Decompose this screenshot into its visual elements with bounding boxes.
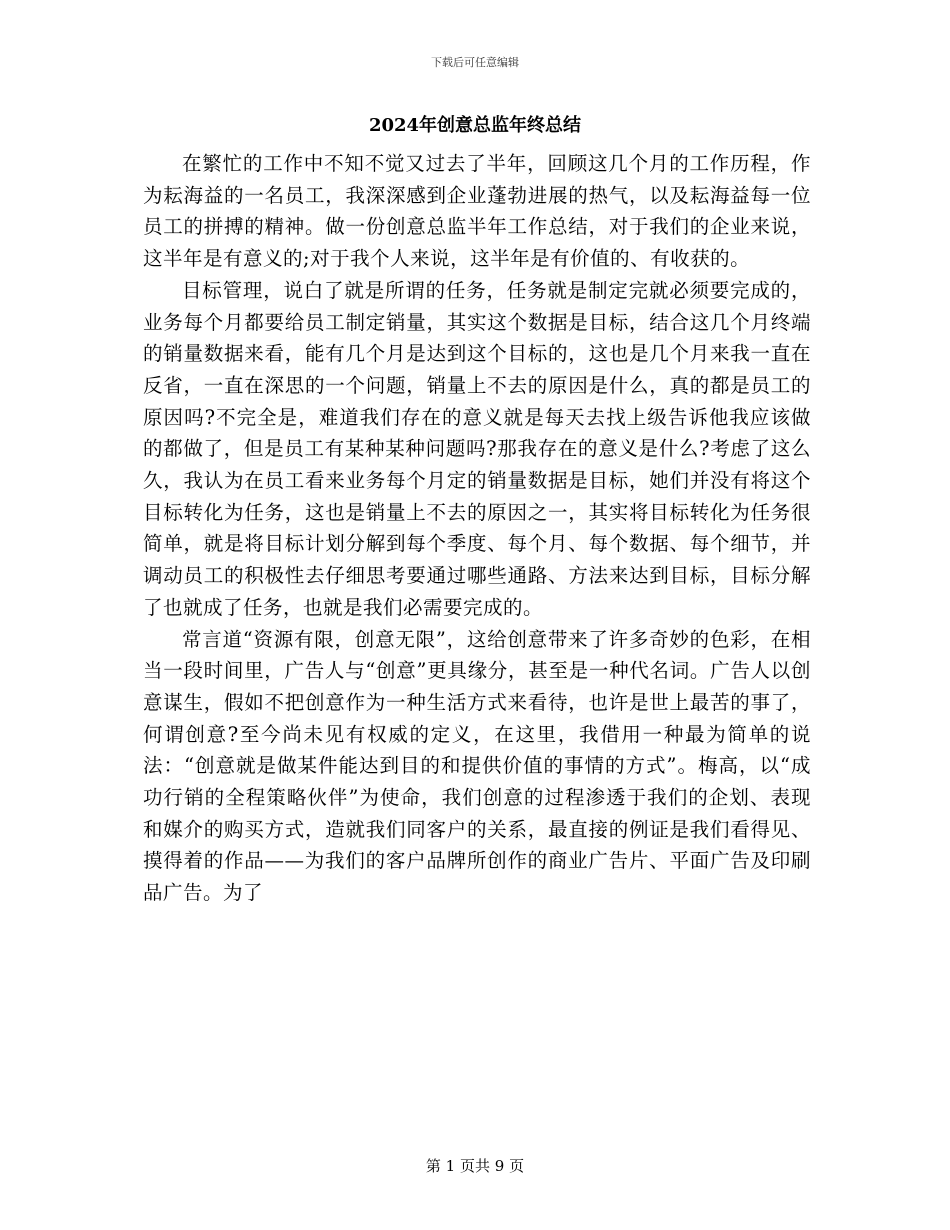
page-number-footer: 第 1 页共 9 页 bbox=[425, 1157, 525, 1175]
header-note: 下载后可任意编辑 bbox=[431, 56, 519, 69]
document-body bbox=[143, 148, 811, 909]
document-title: 2024年创意总监年终总结 bbox=[368, 115, 582, 136]
paragraph: 常言道“资源有限，创意无限”，这给创意带来了许多奇妙的色彩，在相当一段时间里，广告人与“创意”更具缘分，甚至是一种代名词。广告人以创意谋生，假如不把创意作为一种生活方式来看待，也许是世上最苦的事了，何谓创意?至今尚未见有权威的定义，在这里，我借用一种最为简单的说法：“创意就是做某件能达到目的和提供价值的事情的方式”。梅高，以“成功行销的全程策略伙伴”为使命，我们创意的过程渗透于我们的企划、表现和媒介的购买方式，造就我们同客户的关系，最直接的例证是我们看得见、摸得着的作品——为我们的客户品牌所创作的商业广告片、平面广告及印刷品广告。为了 bbox=[143, 627, 811, 905]
paragraph: 在繁忙的工作中不知不觉又过去了半年，回顾这几个月的工作历程，作为耘海益的一名员工，我深深感到企业蓬勃进展的热气，以及耘海益每一位员工的拼搏的精神。做一份创意总监半年工作总结，对于我们的企业来说，这半年是有意义的;对于我个人来说，这半年是有价值的、有收获的。 bbox=[143, 152, 811, 271]
paragraph: 目标管理，说白了就是所谓的任务，任务就是制定完就必须要完成的，业务每个月都要给员工制定销量，其实这个数据是目标，结合这几个月终端的销量数据来看，能有几个月是达到这个目标的，这也是几个月来我一直在反省，一直在深思的一个问题，销量上不去的原因是什么，真的都是员工的原因吗?不完全是，难道我们存在的意义就是每天去找上级告诉他我应该做的都做了，但是员工有某种某种问题吗?那我存在的意义是什么?考虑了这么久，我认为在员工看来业务每个月定的销量数据是目标，她们并没有将这个目标转化为任务，这也是销量上不去的原因之一，其实将目标转化为任务很简单，就是将目标计划分解到每个季度、每个月、每个数据、每个细节，并调动员工的积极性去仔细思考要通过哪些通路、方法来达到目标，目标分解了也就成了任务，也就是我们必需要完成的。 bbox=[143, 278, 811, 619]
